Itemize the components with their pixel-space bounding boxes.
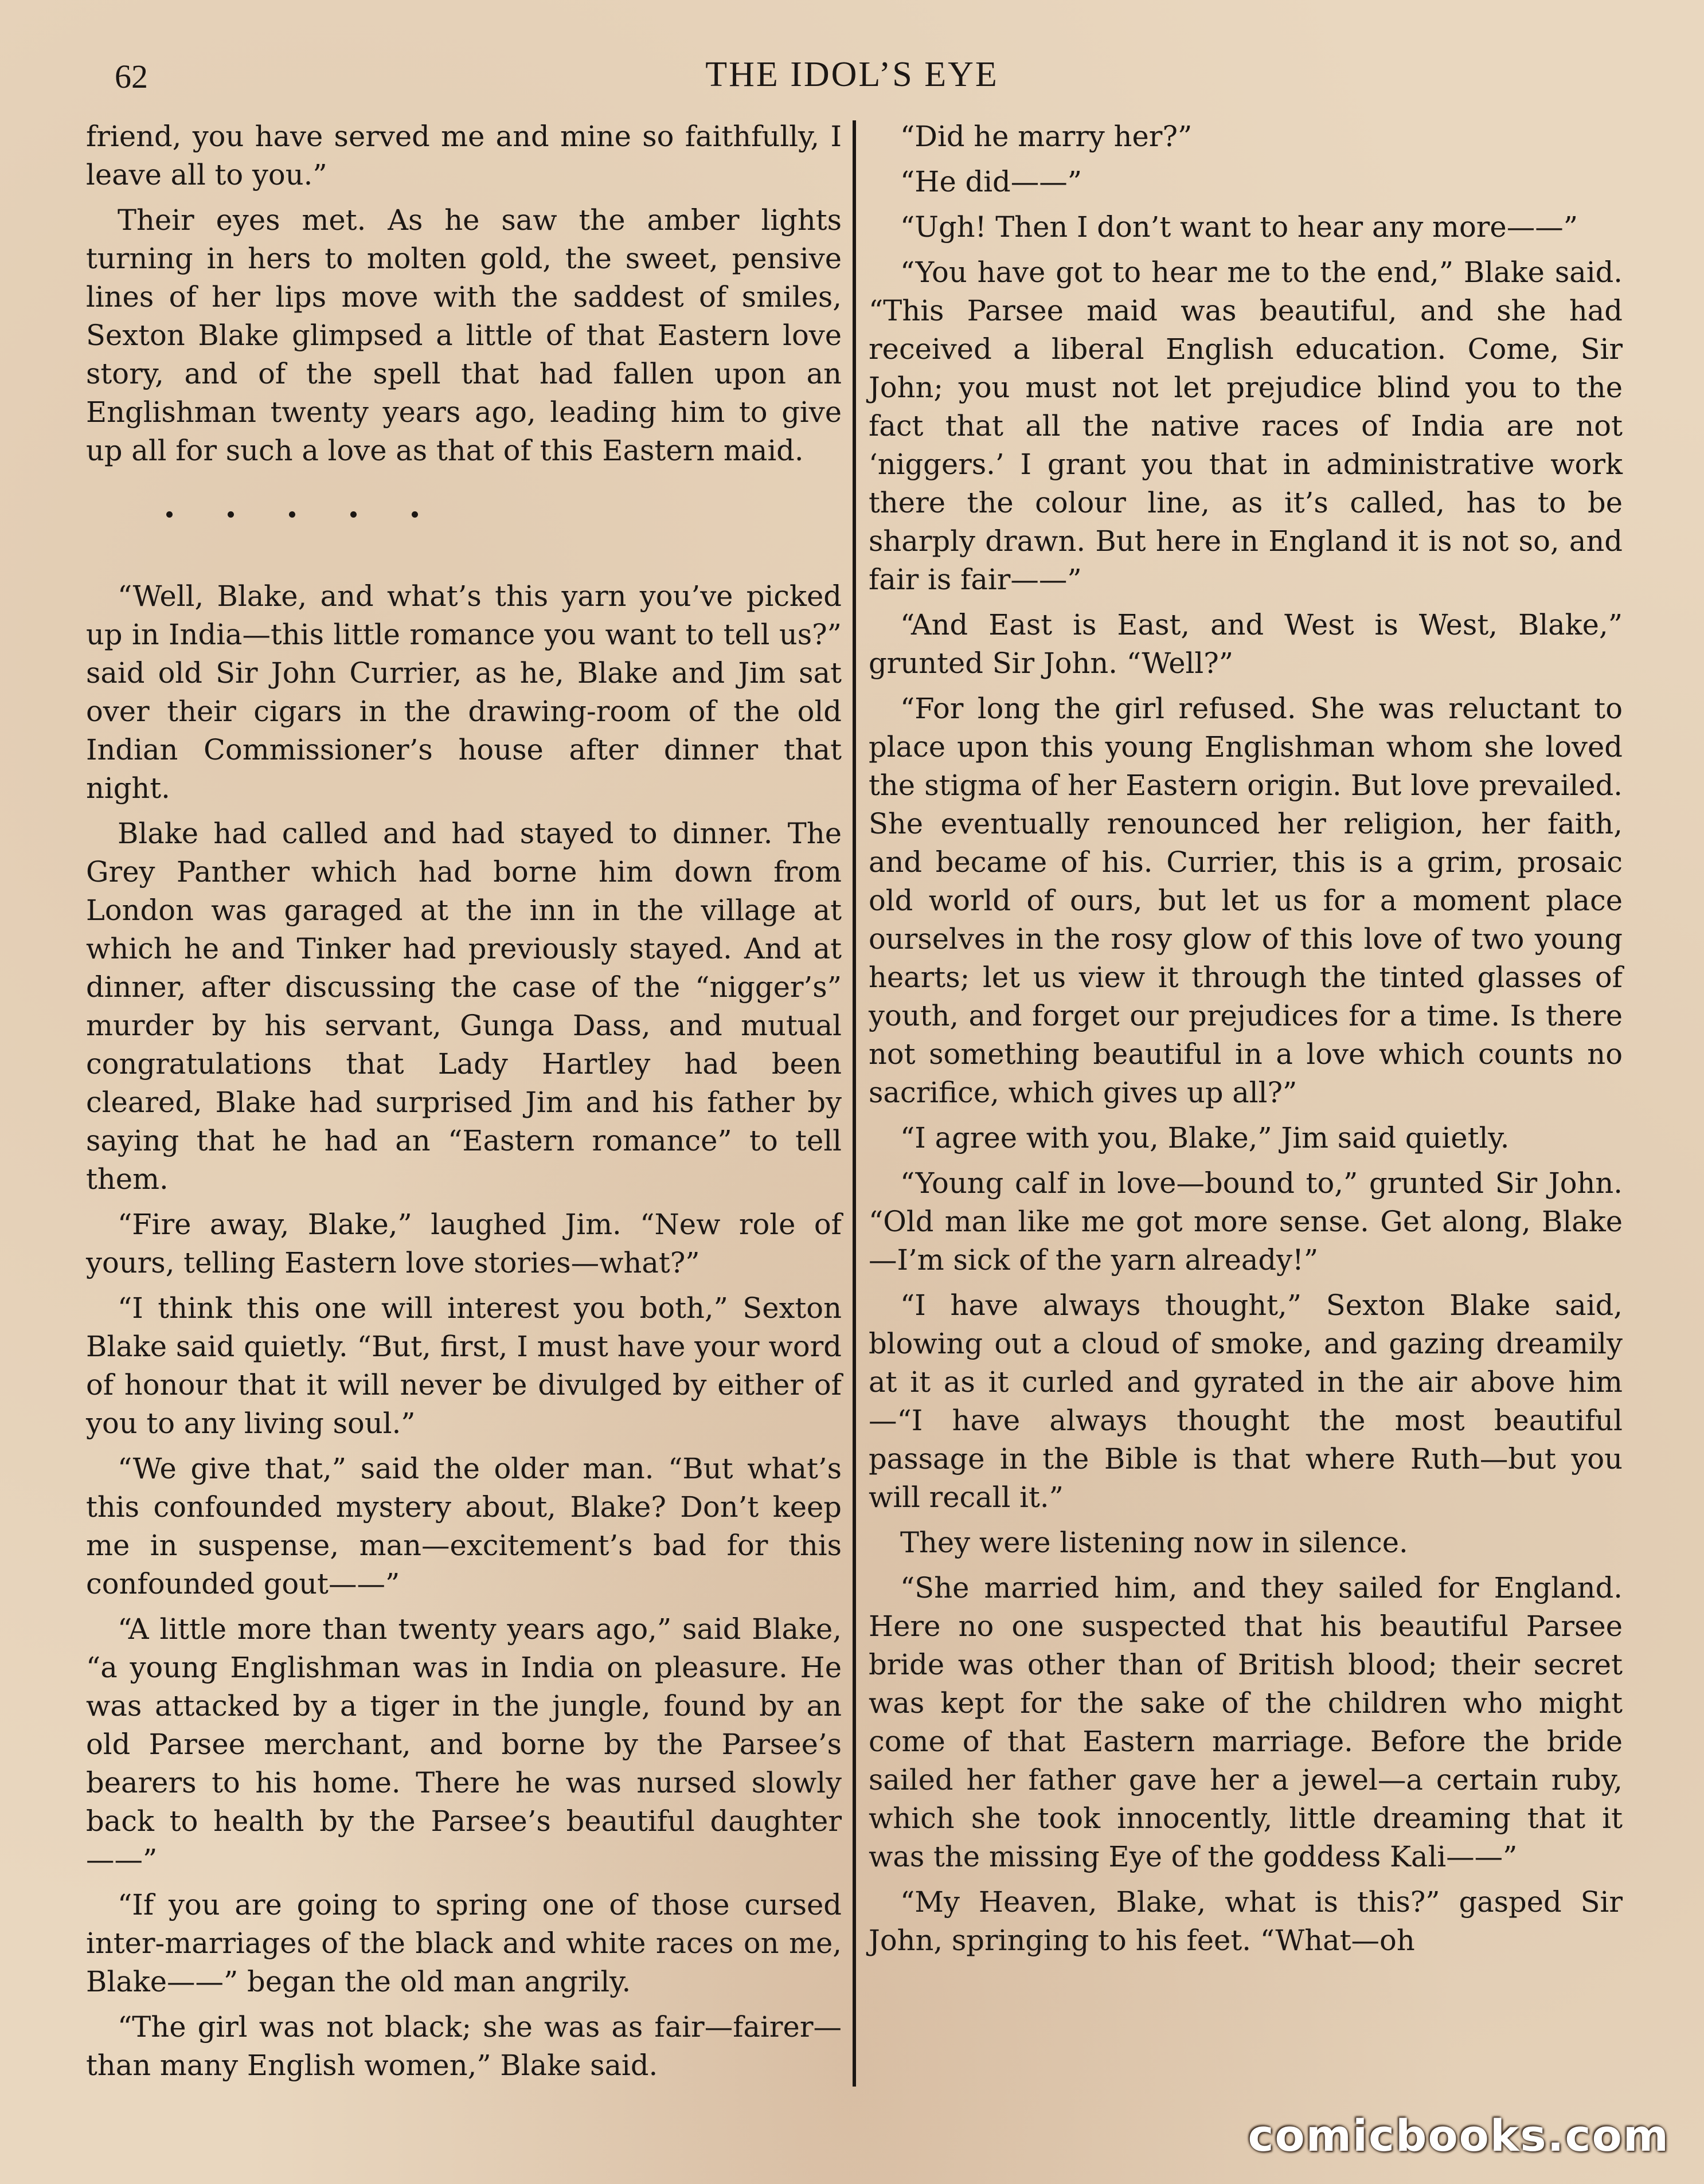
paragraph: “She married him, and they sailed for England. Here no one suspected that his beautiful Parsee bride was other than of British blood; their secret was kept for the sake of the children who might come of that Eastern marriage. Before the bride sailed her father gave her a jewel—a certain ruby, which she took innocently, little dreaming that it was the missing Eye of the goddess Kali——” bbox=[869, 1571, 1623, 1873]
paragraph: Blake had called and had stayed to dinner. The Grey Panther which had borne him down from London was garaged at the inn in the village at which he and Tinker had previously stayed. And at dinner, after discussing the case of the “nigger’s” murder by his servant, Gunga Dass, and mutual congratulations that Lady Hartley had been cleared, Blake had surprised Jim and his father by saying that he had an “Eastern romance” to tell them. bbox=[86, 817, 842, 1196]
section-break-dot bbox=[228, 511, 234, 518]
section-break-dot bbox=[289, 511, 295, 518]
paragraph: “Did he marry her?” bbox=[900, 120, 1193, 153]
column-divider bbox=[853, 120, 856, 2087]
paragraph: “He did——” bbox=[900, 165, 1082, 198]
running-title: THE IDOL’S EYE bbox=[705, 55, 999, 94]
paragraph: “Ugh! Then I don’t want to hear any more——” bbox=[900, 210, 1578, 244]
paragraph: “And East is East, and West is West, Blake,” grunted Sir John. “Well?” bbox=[869, 608, 1623, 680]
paragraph: “I agree with you, Blake,” Jim said quietly. bbox=[900, 1121, 1510, 1154]
paragraph: “Well, Blake, and what’s this yarn you’ve picked up in India—this little romance you want to tell us?” said old Sir John Currier, as he, Blake and Jim sat over their cigars in the drawing-room of the old Indian Commissioner’s house after dinner that night. bbox=[86, 580, 842, 805]
paragraph: “You have got to hear me to the end,” Blake said. “This Parsee maid was beautiful, and she had received a liberal English education. Come, Sir John; you must not let prejudice blind you to the fact that all the native races of India are not ‘niggers.’ I grant you that in administrative work there the colour line, as it’s called, has to be sharply drawn. But here in England it is not so, and fair is fair——” bbox=[869, 256, 1623, 596]
paragraph: “Young calf in love—bound to,” grunted Sir John. “Old man like me got more sense. Get along, Blake—I’m sick of the yarn already!” bbox=[869, 1167, 1623, 1277]
left-column bbox=[86, 118, 842, 2092]
section-break-dot bbox=[412, 511, 418, 518]
paragraph: “For long the girl refused. She was reluctant to place upon this young Englishman whom she loved the stigma of her Eastern origin. But love prevailed. She eventually renounced her religion, her faith, and became of his. Currier, this is a grim, prosaic old world of ours, but let us for a moment place ourselves in the rosy glow of this love of two young hearts; let us view it through the tinted glasses of youth, and forget our prejudices for a time. Is there not something beautiful in a love which counts no sacrifice, which gives up all?” bbox=[869, 692, 1623, 1109]
section-break-dot bbox=[350, 511, 357, 518]
paragraph: “We give that,” said the older man. “But what’s this confounded mystery about, Blake? Don’t keep me in suspense, man—excitement’s bad for this confounded gout——” bbox=[86, 1452, 842, 1600]
page-number: 62 bbox=[115, 58, 148, 95]
paragraph: “The girl was not black; she was as fair—fairer—than many English women,” Blake said. bbox=[86, 2010, 842, 2082]
paragraph: “I think this one will interest you both,” Sexton Blake said quietly. “But, first, I must have your word of honour that it will never be divulged by either of you to any living soul.” bbox=[86, 1291, 842, 1440]
paragraph: “I have always thought,” Sexton Blake said, blowing out a cloud of smoke, and gazing dreamily at it as it curled and gyrated in the air above him—“I have always thought the most beautiful passage in the Bible is that where Ruth—but you will recall it.” bbox=[869, 1289, 1623, 1514]
paragraph: “If you are going to spring one of those cursed inter-marriages of the black and white races on me, Blake——” began the old man angrily. bbox=[86, 1888, 842, 1998]
paragraph: “Fire away, Blake,” laughed Jim. “New role of yours, telling Eastern love stories—what?” bbox=[86, 1208, 842, 1279]
section-break bbox=[86, 477, 842, 551]
paragraph: “My Heaven, Blake, what is this?” gasped Sir John, springing to his feet. “What—oh bbox=[869, 1885, 1623, 1957]
right-column bbox=[869, 118, 1623, 1967]
watermark: comicbooks.com bbox=[1248, 2110, 1670, 2161]
section-break-dot bbox=[166, 511, 173, 518]
paragraph: Their eyes met. As he saw the amber lights turning in hers to molten gold, the sweet, pensive lines of her lips move with the saddest of smiles, Sexton Blake glimpsed a little of that Eastern love story, and of the spell that had fallen upon an Englishman twenty years ago, leading him to give up all for such a love as that of this Eastern maid. bbox=[86, 203, 842, 467]
paragraph: friend, you have served me and mine so faithfully, I leave all to you.” bbox=[86, 120, 842, 191]
paragraph: “A little more than twenty years ago,” said Blake, “a young Englishman was in India on pleasure. He was attacked by a tiger in the jungle, found by an old Parsee merchant, and borne by the Parsee’s bearers to his home. There he was nursed slowly back to health by the Parsee’s beautiful daughter——” bbox=[86, 1612, 842, 1876]
paragraph: They were listening now in silence. bbox=[900, 1526, 1408, 1559]
